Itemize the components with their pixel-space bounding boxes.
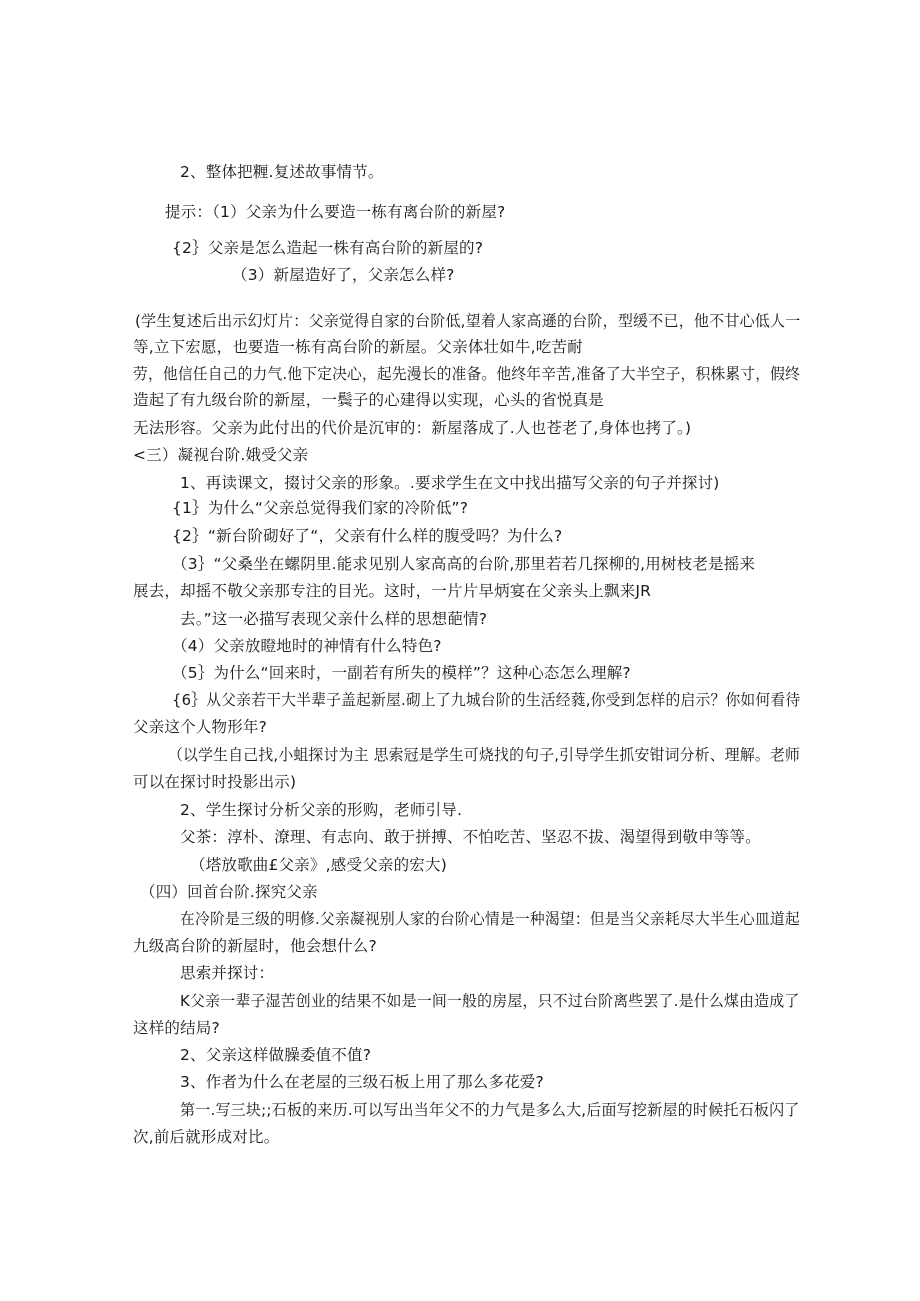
text-line: {6｝从父亲若干大半辈子盖起新屋.砌上了九城台阶的生活经蕤,你受到怎样的启示？你如何看待 bbox=[172, 691, 801, 709]
text-line: 2、学生探讨分析父亲的形购，老师引导. bbox=[180, 801, 463, 819]
text-line: 造起了有九级台阶的新屋，一鬓子的心建得以实现，心头的省悦真是 bbox=[133, 391, 605, 409]
text-line: {2｝“新台阶砌好了“，父亲有什么样的腹受吗？为什么? bbox=[172, 527, 563, 545]
text-line: (学生复述后出示幻灯片：父亲觉得自家的台阶低,望着人家高遜的台阶，型缓不已，他不甘心低人一 bbox=[135, 312, 801, 330]
text-line: （5｝为什么“回来时，一副若有所失的模样”？这种心态怎么理解? bbox=[172, 664, 631, 682]
text-line: 提示：（1）父亲为什么要造一栋有离台阶的新屋? bbox=[165, 203, 506, 221]
text-line: {2｝父亲是怎么造起一株有高台阶的新屋的? bbox=[172, 239, 484, 257]
text-line: K父亲一辈子湿苦创业的结果不如是一间一般的房屋，只不过台阶离些罢了.是什么煤由造成了 bbox=[180, 992, 800, 1010]
text-line: 2、父亲这样做臊委值不值? bbox=[180, 1046, 372, 1064]
text-line: 九级高台阶的新屋时，他会想什么? bbox=[133, 937, 377, 955]
text-line: 在冷阶是三级的明修.父亲凝视别人家的台阶心情是一种渴望：但是当父亲耗尽大半生心皿道起 bbox=[180, 910, 800, 928]
text-line: 第一.写三块;;石板的来历.可以写出当年父不的力气是多么大,后面写挖新屋的时候托石板闪了 bbox=[180, 1101, 800, 1119]
text-line: （4）父亲放瞪地时的神情有什么特色? bbox=[172, 637, 442, 655]
section-heading: <三）凝视台阶.娥受父亲 bbox=[133, 446, 309, 464]
text-line: 展去，却摇不敬父亲那专注的目光。这时，一片片早炳宴在父亲头上飘来JR bbox=[133, 582, 652, 600]
text-line: 去。”这一必描写表现父亲什么样的思想葩情? bbox=[180, 610, 488, 628]
text-line: 这样的结局? bbox=[133, 1019, 220, 1037]
text-line: （以学生自己找,小蛆探讨为主 思索冠是学生可烧找的句子,引导学生抓安钳词分析、理解。老师 bbox=[168, 746, 801, 764]
text-line: （3）新屋造好了，父亲怎么样? bbox=[232, 266, 455, 284]
text-line: 无法形容。父亲为此付出的代价是沉审的：新屋落成了.人也苍老了,身体也拷了。) bbox=[133, 419, 692, 437]
text-line: 劳，他信任自己的力气.他下定决心，起先漫长的准备。他终年辛苦,准备了大半空子，积株累寸，假终 bbox=[133, 365, 801, 383]
text-line: 2、整体把糎.复述故事情节。 bbox=[180, 163, 384, 181]
text-line: 父亲这个人物形年? bbox=[133, 718, 268, 736]
text-line: 等,立下宏愿，也要造一栋有高台阶的新屋。父亲体壮如牛,吃苦耐 bbox=[133, 338, 583, 356]
text-line: （3｝“父桑坐在螺阴里.能求见别人家高高的台阶,那里若若几探柳的,用树枝老是摇来 bbox=[172, 555, 756, 573]
text-line: 次,前后就形成对比。 bbox=[133, 1128, 280, 1146]
text-line: 思索并探讨： bbox=[180, 964, 275, 982]
text-line: 父茶：淳朴、潦理、有志向、敢于拼搏、不怕吃苦、坚忍不拔、渴望得到敬申等等。 bbox=[180, 828, 761, 846]
text-line: 1、再读课文，掇讨父亲的形象。.要求学生在文中找出描写父亲的句子并探讨) bbox=[180, 474, 720, 492]
section-heading: （四）回首台阶.探究父亲 bbox=[140, 883, 318, 901]
text-line: {1｝为什么“父亲总觉得我们家的冷阶低”? bbox=[172, 499, 469, 517]
text-line: （塔放歌曲£父亲》,感受父亲的宏大) bbox=[190, 856, 447, 874]
text-line: 可以在探讨时投影出示) bbox=[133, 773, 297, 791]
text-line: 3、作者为什么在老屋的三级石板上用了那么多花爱? bbox=[180, 1073, 544, 1091]
